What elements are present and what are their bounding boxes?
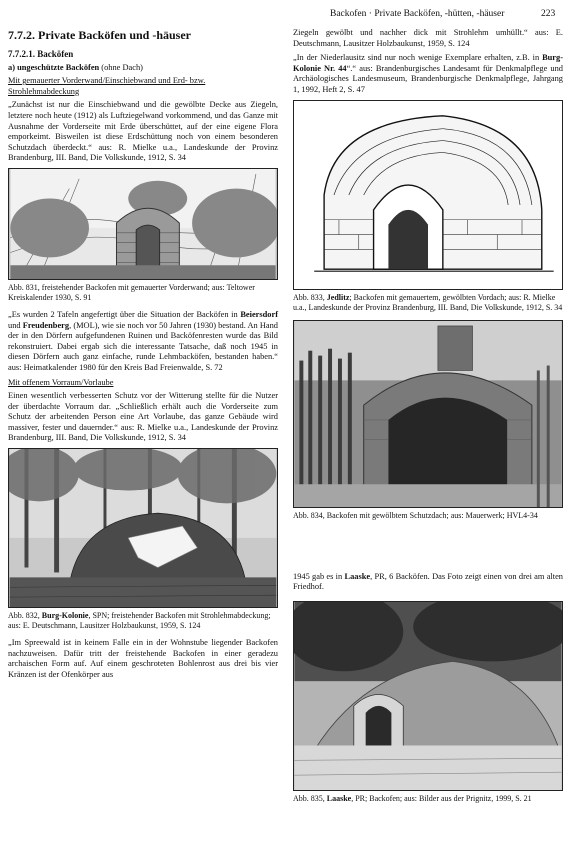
place-jedlitz: Jedlitz (326, 292, 350, 302)
left-column (8, 28, 278, 684)
caption-831: Abb. 831, freistehender Backofen mit gemauerter Vorderwand; aus: Teltower Kreiskalender 1930, S. 91 (8, 282, 255, 302)
heading-offener-vorraum: Mit offenem Vorraum/Vorlaube (8, 377, 114, 387)
place-freudenberg: Freudenberg (22, 320, 70, 330)
category-note: (ohne Dach) (101, 62, 143, 72)
caption-832: Abb. 832, Burg-Kolonie, SPN; freistehender Backofen mit Strohlehmabdeckung; aus: E. Deutschmann, Lausitzer Holzbaukunst, 1959, S. 124 (8, 611, 271, 631)
caption-833: Abb. 833, Jedlitz; Backofen mit gemauertem, gewölbten Vordach; aus: R. Mielke u.a., Landeskunde der Provinz Brandenburg, III. Band, Die Volkskunde, 1912, S. 34 (293, 292, 563, 312)
figure-835-photo (293, 601, 563, 791)
figure-831-illustration (8, 168, 278, 280)
place-burg-kolonie-44: Burg-Kolonie Nr. 44 (293, 53, 563, 73)
place-burg-kolonie: Burg-Kolonie (41, 611, 89, 621)
quote-deutschmann: „Im Spreewald ist in keinem Falle ein in der Wohnstube liegender Backofen nachzuweisen. Dafür tritt der freistehende Backofen in einer geradezu archaischen Form auf. Auf einem geschroteten Bohlenrost aus drei bis vier Kränzen ist der Ofenkörper aus (8, 638, 278, 679)
subsection-title: 7.7.2.1. Backöfen (8, 49, 74, 59)
right-column (293, 28, 563, 811)
page-number: 223 (541, 9, 556, 19)
quote-mielke-1: „Zunächst ist nur die Einschiebwand und die gewölbte Decke aus Ziegeln, letztere noch heute (1912) als Luftziegelwand vorkommend, und das Ganze mit Ausnahme der Vorderseite mit Erde überschüttet, auf der eine eigene Flora emporkeimt. Bisweilen ist diese Erdschüttung noch von einem besonderen Schutzdach überdeckt.“ aus: R. Mielke u.a., Landeskunde der Provinz Brandenburg, III. Band, Die Volkskunde, 1912, S. 34 (8, 100, 278, 163)
text-continuation: Ziegeln gewölbt und nachher dick mit Strohlehm umhüllt.“ aus: E. Deutschmann, Lausitzer Holzbaukunst, 1959, S. 124 (293, 28, 563, 48)
heading-gemauerte-vorderwand: Mit gemauerter Vorderwand/Einschiebwand und Erd- bzw. Strohlehmabdeckung (8, 76, 206, 96)
figure-834-photo (293, 320, 563, 508)
place-laaske: Laaske (344, 571, 371, 581)
caption-834: Abb. 834, Backofen mit gewölbtem Schutzdach; aus: Mauerwerk; HVL4-34 (293, 510, 538, 520)
figure-833-drawing (293, 100, 563, 290)
place-beiersdorf: Beiersdorf (240, 309, 278, 319)
category-label: a) ungeschützte Backöfen (8, 62, 100, 72)
place-laaske-caption: Laaske (326, 793, 352, 803)
running-header: Backofen · Private Backöfen, -hütten, -häuser (330, 9, 505, 19)
figure-832-photo (8, 448, 278, 608)
caption-835: Abb. 835, Laaske, PR; Backofen; aus: Bilder aus der Prignitz, 1999, S. 21 (293, 793, 532, 803)
text-laaske: 1945 gab es in Laaske, PR, 6 Backöfen. Das Foto zeigt einen von drei am alten Friedhof. (293, 571, 563, 592)
section-title: 7.7.2. Private Backöfen und -häuser (8, 28, 191, 42)
quote-heimatkalender: „Es wurden 2 Tafeln angefertigt über die Situation der Backöfen in Beiersdorf und Freudenberg, (MOL), wie sie noch vor 50 Jahren (1930) bestand. An Hand der in den Dörfern aufgefundenen Ruinen und Backöfenresten wurde das Bild rekonstruiert. Dabei ergab sich die interessante Tatsache, daß noch 1945 in diesen Dörfern auch ganz einfache, runde Lehmbacköfen, bestanden haben.“ aus: Heimatkalender 1980 für den Kreis Bad Freienwalde, S. 72 (8, 309, 278, 372)
quote-mielke-2: Einen wesentlich verbesserten Schutz vor der Witterung stellte für die Nutzer der überdachte Vorraum dar. „Schließlich erhält auch die Vorderseite zum Schutz der arbeitenden Person eine Art Vorlaube, das ganze Gebäude wird massiver, fester und dauernder.“ aus: R. Mielke u.a., Landeskunde der Provinz Brandenburg, III. Band, Die Volkskunde, 1912, S. 34 (8, 391, 278, 443)
quote-denkmalpflege: „In der Niederlausitz sind nur noch wenige Exemplare erhalten, z.B. in Burg-Kolonie Nr. 44“.“ aus: Brandenburgisches Landesamt für Denkmalpflege und Archäologisches Landesmuseum, Brandenburgische Denkmalpflege, Jahrgang 1, 1992, Heft 2, S. 47 (293, 53, 563, 94)
category-heading (8, 63, 278, 74)
